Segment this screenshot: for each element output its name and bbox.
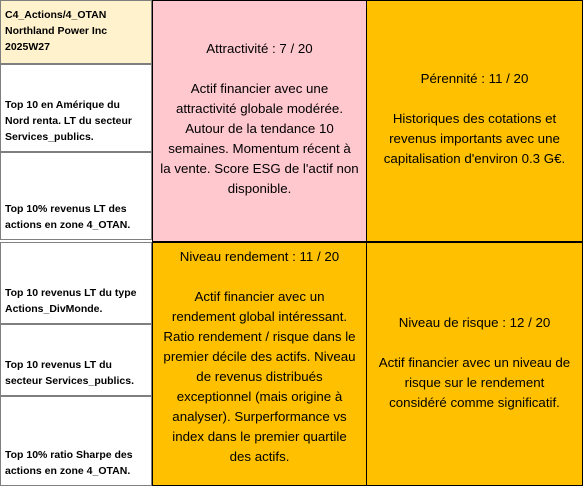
description-line: Ratio rendement / risque dans le — [163, 329, 356, 344]
ranking-text-5 — [5, 447, 133, 485]
risque-title: Niveau de risque : 12 / 20 — [398, 315, 551, 330]
attractivite-description — [159, 79, 360, 199]
ranking-line: Top 10 revenus LT du type — [5, 287, 137, 299]
description-line: Actif financier avec un niveau de — [378, 355, 571, 370]
description-line: capitalisation d'environ 0.3 G€. — [383, 151, 566, 166]
risque-panel — [366, 242, 583, 486]
description-line: Autour de la tendance 10 — [185, 121, 334, 136]
ranking-line: secteur Services_publics. — [5, 375, 134, 387]
perennite-panel — [366, 0, 583, 242]
description-line: des actifs. — [229, 449, 290, 464]
ranking-line: Top 10 revenus LT du — [5, 359, 112, 371]
ranking-text-2 — [5, 201, 130, 239]
description-line: Historiques des cotations et — [392, 111, 557, 126]
description-line: Actif financier avec un — [194, 289, 325, 304]
asset-category: C4_Actions/4_OTAN — [5, 9, 107, 21]
perennite-title: Pérennité : 11 / 20 — [420, 71, 529, 86]
ranking-cell-3 — [0, 242, 152, 324]
ranking-line: Services_publics. — [5, 131, 94, 143]
description-line: analyser). Surperformance vs — [172, 409, 347, 424]
asset-week: 2025W27 — [5, 41, 50, 53]
ranking-cell-2 — [0, 152, 152, 240]
ranking-line: Nord renta. LT du secteur — [5, 115, 132, 127]
attractivite-panel — [152, 0, 367, 242]
ranking-text-1 — [5, 97, 132, 151]
rendement-panel — [152, 242, 367, 486]
perennite-description — [373, 109, 576, 169]
description-line: rendement global intéressant. — [171, 309, 348, 324]
description-line: exceptionnel (mais origine à — [176, 389, 343, 404]
rendement-title: Niveau rendement : 11 / 20 — [179, 249, 340, 264]
description-line: index dans le premier quartile — [172, 429, 347, 444]
description-line: risque sur le rendement — [404, 375, 545, 390]
asset-header-text — [5, 7, 107, 55]
description-line: premier décile des actifs. Niveau — [163, 349, 356, 364]
ranking-cell-5 — [0, 396, 152, 486]
description-line: considéré comme significatif. — [389, 395, 560, 410]
description-line: attractivité globale modérée. — [175, 101, 344, 116]
description-line: la vente. Score ESG de l'actif non — [160, 161, 359, 176]
ranking-line: actions en zone 4_OTAN. — [5, 219, 131, 231]
attractivite-title: Attractivité : 7 / 20 — [206, 41, 313, 56]
asset-header-cell — [0, 0, 152, 64]
rendement-description — [159, 287, 360, 467]
description-line: disponible. — [227, 181, 292, 196]
ranking-line: actions en zone 4_OTAN. — [5, 465, 131, 477]
ranking-text-4 — [5, 357, 134, 395]
asset-name: Northland Power Inc — [5, 25, 108, 37]
ranking-cell-1 — [0, 64, 152, 152]
description-line: revenus importants avec une — [389, 131, 560, 146]
ranking-line: Actions_DivMonde. — [5, 303, 103, 315]
description-line: Actif financier avec une — [190, 81, 329, 96]
ranking-line: Top 10 en Amérique du — [5, 99, 120, 111]
risque-description — [373, 353, 576, 413]
ranking-text-3 — [5, 285, 136, 323]
ranking-line: Top 10% revenus LT des — [5, 203, 127, 215]
ranking-cell-4 — [0, 324, 152, 396]
description-line: de revenus distribués — [196, 369, 323, 384]
ranking-line: Top 10% ratio Sharpe des — [5, 449, 133, 461]
description-line: semaines. Momentum récent à — [168, 141, 351, 156]
